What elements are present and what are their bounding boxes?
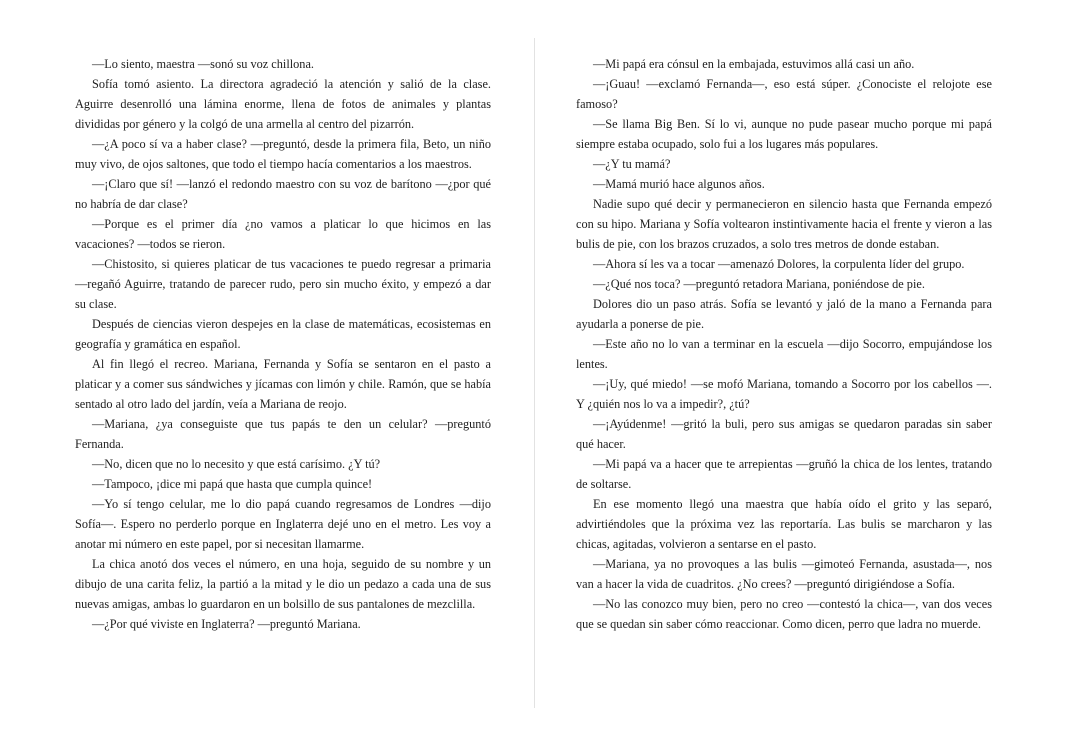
paragraph: —Porque es el primer día ¿no vamos a platicar lo que hicimos en las vacaciones? —todos se rieron.: [75, 217, 491, 251]
paragraph: —Mariana, ya no provoques a las bulis —gimoteó Fernanda, asustada—, nos van a hacer la vida de cuadritos. ¿No crees? —preguntó dirigiéndose a Sofía.: [576, 557, 992, 591]
paragraph: —Mamá murió hace algunos años.: [593, 177, 765, 191]
paragraph: —¿A poco sí va a haber clase? —preguntó, desde la primera fila, Beto, un niño muy vivo, de ojos saltones, que todo el tiempo hacía comentarios a los maestros.: [75, 137, 491, 171]
paragraph: —Se llama Big Ben. Sí lo vi, aunque no pude pasear mucho porque mi papá siempre estaba ocupado, solo fui a los lugares más populares.: [576, 117, 992, 151]
paragraph: —¡Ayúdenme! —gritó la buli, pero sus amigas se quedaron paradas sin saber qué hacer.: [576, 417, 992, 451]
paragraph: —Tampoco, ¡dice mi papá que hasta que cumpla quince!: [92, 477, 373, 491]
paragraph: La chica anotó dos veces el número, en una hoja, seguido de su nombre y un dibujo de una carita feliz, la partió a la mitad y le dio un pedazo a cada una de sus nuevas amigas, ambas lo guardaron en un bolsillo de sus pantalones de mezclilla.: [75, 557, 491, 611]
paragraph: —¡Guau! —exclamó Fernanda—, eso está súper. ¿Conociste el relojote ese famoso?: [576, 77, 992, 111]
paragraph: —¡Uy, qué miedo! —se mofó Mariana, tomando a Socorro por los cabellos —. Y ¿quién nos lo va a impedir?, ¿tú?: [576, 377, 992, 411]
paragraph: —¿Y tu mamá?: [593, 157, 671, 171]
page-gutter-divider: [534, 38, 535, 708]
paragraph: —Yo sí tengo celular, me lo dio papá cuando regresamos de Londres —dijo Sofía—. Espero no perderlo porque en Inglaterra dejé uno en el metro. Les voy a anotar mi número en este papel, por si necesitan llamarme.: [75, 497, 491, 551]
paragraph: —Ahora sí les va a tocar —amenazó Dolores, la corpulenta líder del grupo.: [593, 257, 965, 271]
paragraph: —¿Qué nos toca? —preguntó retadora Mariana, poniéndose de pie.: [593, 277, 925, 291]
paragraph: Después de ciencias vieron despejes en la clase de matemáticas, ecosistemas en geografía y gramática en español.: [75, 317, 491, 351]
paragraph: —No las conozco muy bien, pero no creo —contestó la chica—, van dos veces que se quedan sin saber cómo reaccionar. Como dicen, perro que ladra no muerde.: [576, 597, 992, 631]
paragraph: Al fin llegó el recreo. Mariana, Fernanda y Sofía se sentaron en el pasto a platicar y a comer sus sándwiches y jícamas con limón y chile. Ramón, que se había sentado al otro lado del jardín, veía a Mariana de reojo.: [75, 357, 491, 411]
left-page: [75, 54, 491, 634]
paragraph: En ese momento llegó una maestra que había oído el grito y las separó, advirtiéndoles que la próxima vez las reportaría. Las bulis se marcharon y las chicas, agitadas, volvieron a sentarse en el pasto.: [576, 497, 992, 551]
right-page: [576, 54, 992, 634]
paragraph: —¿Por qué viviste en Inglaterra? —preguntó Mariana.: [92, 617, 361, 631]
paragraph: —¡Claro que sí! —lanzó el redondo maestro con su voz de barítono —¿por qué no habría de dar clase?: [75, 177, 491, 211]
paragraph: —No, dicen que no lo necesito y que está carísimo. ¿Y tú?: [92, 457, 381, 471]
paragraph: Sofía tomó asiento. La directora agradeció la atención y salió de la clase. Aguirre desenrolló una lámina enorme, llena de fotos de animales y plantas divididas por género y la colgó de una armella al centro del pizarrón.: [75, 77, 491, 131]
paragraph: Nadie supo qué decir y permanecieron en silencio hasta que Fernanda empezó con su hipo. Mariana y Sofía voltearon instintivamente hacia el frente y vieron a las bulis de pie, con los brazos cruzados, a solo tres metros de donde estaban.: [576, 197, 992, 251]
paragraph: —Mariana, ¿ya conseguiste que tus papás te den un celular? —preguntó Fernanda.: [75, 417, 491, 451]
paragraph: —Lo siento, maestra —sonó su voz chillona.: [92, 57, 314, 71]
paragraph: —Mi papá va a hacer que te arrepientas —gruñó la chica de los lentes, tratando de soltarse.: [576, 457, 992, 491]
paragraph: Dolores dio un paso atrás. Sofía se levantó y jaló de la mano a Fernanda para ayudarla a ponerse de pie.: [576, 297, 992, 331]
paragraph: —Este año no lo van a terminar en la escuela —dijo Socorro, empujándose los lentes.: [576, 337, 992, 371]
paragraph: —Mi papá era cónsul en la embajada, estuvimos allá casi un año.: [593, 57, 915, 71]
paragraph: —Chistosito, si quieres platicar de tus vacaciones te puedo regresar a primaria —regañó Aguirre, tratando de parecer rudo, pero sin mucho éxito, y empezó a dar su clase.: [75, 257, 491, 311]
